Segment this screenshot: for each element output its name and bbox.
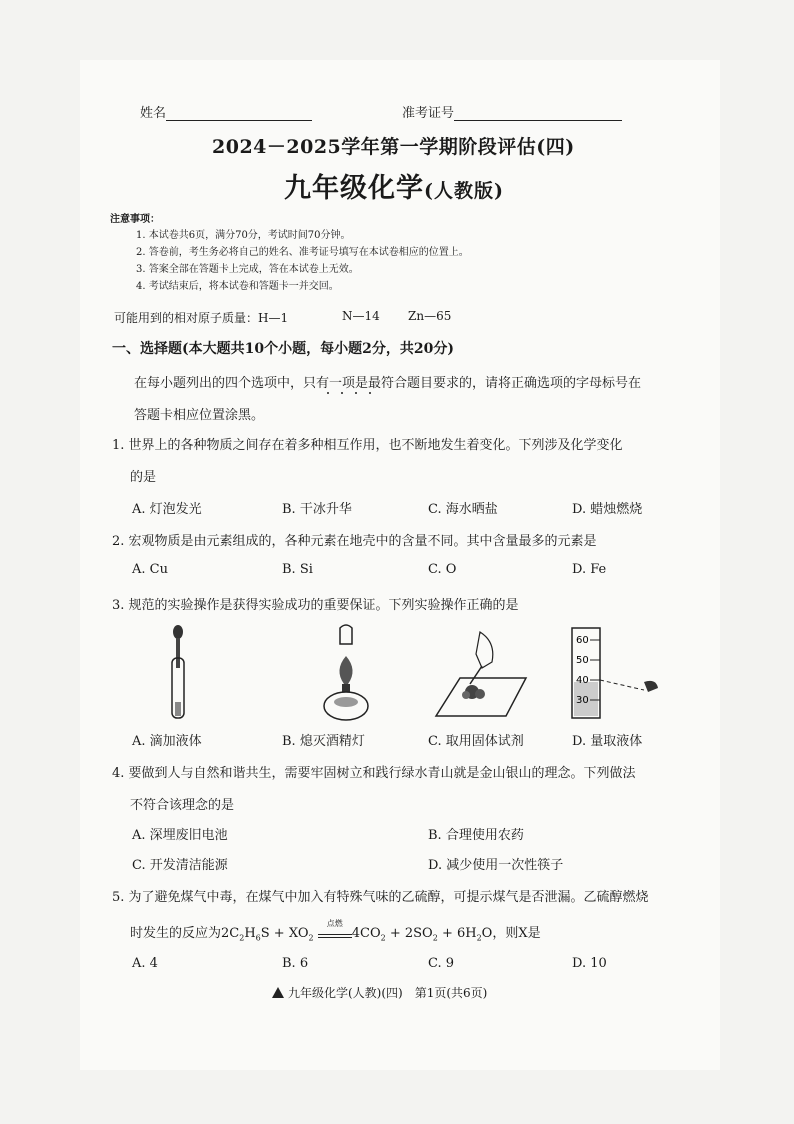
q5-equation-line [130,918,541,943]
atomic-mass-zn: Zn—65 [408,309,452,323]
q2-option-a[interactable]: A. Cu [132,562,168,577]
q1-option-b[interactable]: B. 干冰升华 [282,502,352,517]
measuring-cylinder-illustration [562,624,672,722]
q3-option-a[interactable]: A. 滴加液体 [132,734,202,749]
section-instruction-line1: 在每小题列出的四个选项中，只有一项是最符合题目要求的，请将正确选项的字母标号在 [134,376,642,391]
subject-title [284,166,504,205]
footer-text: 九年级化学(人教)(四) 第1页(共6页) [288,986,488,1000]
solid-reagent-illustration [420,622,530,722]
exam-paper [80,60,720,1070]
q5-option-d[interactable]: D. 10 [572,956,607,971]
q2-option-c[interactable]: C. O [428,562,457,577]
emphasis-dot [327,392,329,394]
q3-option-d[interactable]: D. 量取液体 [572,734,643,749]
dropper-test-tube-illustration [150,622,220,722]
q2-option-b[interactable]: B. Si [282,562,313,577]
q5-option-c[interactable]: C. 9 [428,956,455,971]
note-item: 3. 答案全部在答题卡上完成，答在本试卷上无效。 [136,264,359,275]
page-footer [272,984,487,1001]
q1-option-d[interactable]: D. 蜡烛燃烧 [572,502,643,517]
emphasis-dot [341,392,343,394]
q2-stem: 2. 宏观物质是由元素组成的，各种元素在地壳中的含量不同。其中含量最多的元素是 [112,534,597,549]
q5-option-a[interactable]: A. 4 [132,956,158,971]
q1-option-c[interactable]: C. 海水晒盐 [428,502,498,517]
q5-sub: 2 [432,933,438,943]
note-item: 1. 本试卷共6页，满分70分，考试时间70分钟。 [136,230,351,241]
exam-id-blank[interactable] [454,106,622,121]
q4-option-d[interactable]: D. 减少使用一次性筷子 [428,858,564,873]
q4-option-b[interactable]: B. 合理使用农药 [428,828,524,843]
exam-id-label: 准考证号 [402,106,455,121]
q5-text: 时发生的反应为2C [130,926,240,941]
q1-stem: 1. 世界上的各种物质之间存在着多种相互作用，也不断地发生着变化。下列涉及化学变化 [112,438,623,453]
q5-text: H [244,926,256,941]
subject-name: 九年级化学 [284,173,424,204]
publisher-logo-icon [272,987,284,998]
exam-title: 2024－2025学年第一学期阶段评估(四) [212,136,575,158]
q4-option-a[interactable]: A. 深埋废旧电池 [132,828,228,843]
q2-option-d[interactable]: D. Fe [572,562,607,577]
q5-text: + 6H [437,926,477,941]
q1-option-a[interactable]: A. 灯泡发光 [132,502,202,517]
q5-sub: 2 [380,933,386,943]
q4-stem: 4. 要做到人与自然和谐共生，需要牢固树立和践行绿水青山就是金山银山的理念。下列做法 [112,766,636,781]
q3-option-b[interactable]: B. 熄灭酒精灯 [282,734,365,749]
notes-heading: 注意事项： [110,214,160,225]
emphasis-dot [369,392,371,394]
q4-stem-cont: 不符合该理念的是 [130,798,235,813]
q1-stem-cont: 的是 [130,470,157,485]
q5-sub: 2 [308,933,314,943]
section-heading: 一、选择题(本大题共10个小题，每小题2分，共20分) [112,341,454,357]
note-item: 2. 答卷前，考生务必将自己的姓名、准考证号填写在本试卷相应的位置上。 [136,247,469,258]
name-label: 姓名 [140,106,167,121]
q3-stem: 3. 规范的实验操作是获得实验成功的重要保证。下列实验操作正确的是 [112,598,519,613]
scale-tick-60: 60 [576,635,589,646]
q5-option-b[interactable]: B. 6 [282,956,309,971]
name-blank[interactable] [166,106,312,121]
q5-sub: 2 [239,933,245,943]
q3-option-c[interactable]: C. 取用固体试剂 [428,734,524,749]
q4-option-c[interactable]: C. 开发清洁能源 [132,858,228,873]
q5-text: 4CO [351,926,381,941]
section-instruction-line2: 答题卡相应位置涂黑。 [134,408,265,423]
alcohol-lamp-illustration [312,622,382,722]
scale-tick-50: 50 [576,655,589,666]
reaction-arrow [318,918,352,938]
note-item: 4. 考试结束后，将本试卷和答题卡一并交回。 [136,281,339,292]
name-field [140,102,312,121]
emphasis-dot [355,392,357,394]
atomic-mass-n: N—14 [342,309,380,323]
q5-sub: 6 [255,933,261,943]
exam-id-field [402,102,622,121]
q5-stem: 5. 为了避免煤气中毒，在煤气中加入有特殊气味的乙硫醇，可提示煤气是否泄漏。乙硫醇燃烧 [112,890,649,905]
edition: (人教版) [424,180,504,202]
q5-text: O，则X是 [481,926,541,941]
q5-text: + 2SO [385,926,433,941]
scale-tick-40: 40 [576,675,589,686]
atomic-mass-label: 可能用到的相对原子质量：H—1 [114,311,289,325]
equals-sign [318,934,352,938]
reaction-condition: 点燃 [326,918,343,928]
q5-text: S + XO [260,926,309,941]
scale-tick-30: 30 [576,695,589,706]
q5-sub: 2 [476,933,482,943]
